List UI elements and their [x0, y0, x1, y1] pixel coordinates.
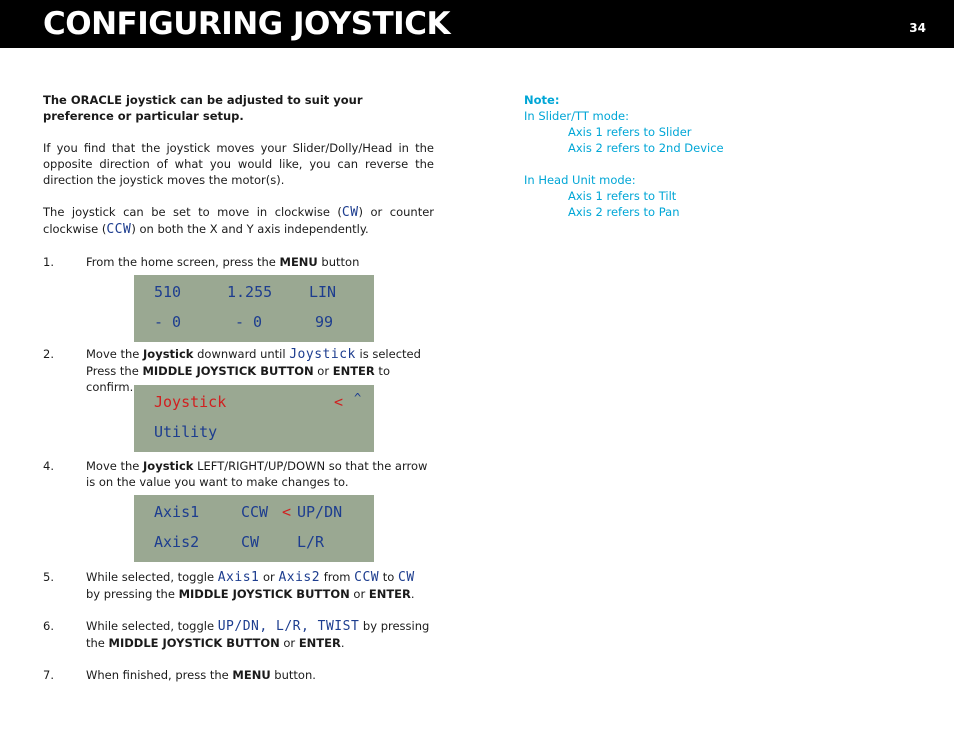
lcd-text: Axis1 [154, 503, 200, 521]
note-slider-axis2: Axis 2 refers to 2nd Device [568, 141, 724, 155]
text-run: When finished, press the [86, 668, 233, 682]
step-number: 4. [43, 459, 54, 473]
text-run: by pressing the [86, 587, 179, 601]
text-run: downward until [193, 347, 290, 361]
text-run: or [313, 364, 333, 378]
lcd-text: 510 [154, 283, 182, 301]
step-5 [43, 569, 434, 602]
bold-text: MENU [279, 255, 318, 269]
step-number: 6. [43, 619, 54, 633]
page-number: 34 [909, 21, 926, 35]
text-run: ) or counter clockwise ( [43, 205, 435, 236]
text-run: from [320, 570, 355, 584]
lcd-text: L/R [297, 533, 325, 551]
direction-paragraph [43, 204, 434, 238]
note-title: Note: [524, 93, 560, 107]
note-head-axis2: Axis 2 refers to Pan [568, 205, 680, 219]
step-number: 5. [43, 570, 54, 584]
step-4-block [43, 458, 434, 490]
bold-text: ENTER [368, 587, 411, 601]
bold-text: Joystick [143, 347, 194, 361]
step-1 [43, 254, 434, 270]
lcd-inline-text: CCW [354, 570, 380, 585]
intro-paragraph: If you find that the joystick moves your Slider/Dolly/Head in the opposite direction of what you would like, you can reverse the direction the joystick moves the motor(s). [43, 141, 434, 187]
lcd-axis-settings [134, 495, 374, 562]
text-run: to confirm. [86, 364, 390, 394]
lcd-text: UP/DN [297, 503, 343, 521]
lcd-text: Joystick [154, 393, 227, 411]
lcd-text: LIN [309, 283, 337, 301]
note-column [524, 92, 724, 220]
text-run: button [317, 255, 360, 269]
text-run: The joystick can be set to move in clockwise ( [43, 205, 342, 219]
note-head-axis1: Axis 1 refers to Tilt [568, 189, 677, 203]
lcd-text: 99 [315, 313, 334, 331]
text-run: or [279, 636, 299, 650]
text-run: While selected, toggle [86, 570, 218, 584]
text-run: or [259, 570, 279, 584]
step-number: 2. [43, 347, 54, 361]
note-slider-mode: In Slider/TT mode: [524, 109, 629, 123]
lcd-ccw-text: CCW [106, 222, 132, 237]
lcd-cw-text: CW [341, 205, 359, 220]
lcd-home-screen [134, 275, 374, 342]
bold-text: Joystick [143, 459, 194, 473]
lcd-inline-text: Joystick [289, 347, 356, 362]
text-run: Move the [86, 459, 144, 473]
lcd-inline-text: Axis2 [278, 570, 321, 585]
lcd-arrow: ^ [354, 391, 362, 405]
step-number: 1. [43, 255, 54, 269]
text-run: or [349, 587, 369, 601]
text-run: . [410, 587, 415, 601]
lcd-text: Axis2 [154, 533, 200, 551]
lcd-text: CW [241, 533, 260, 551]
lcd-joystick-menu [134, 385, 374, 452]
intro-bold: The ORACLE joystick can be adjusted to suit your preference or particular setup. [43, 93, 363, 123]
bold-text: MIDDLE JOYSTICK BUTTON [178, 587, 350, 601]
lcd-inline-text: CW [398, 570, 415, 585]
bold-text: MENU [232, 668, 271, 682]
lcd-arrow: < [282, 503, 292, 521]
lcd-text: - 0 [235, 313, 263, 331]
text-run: ) on both the X and Y axis independently. [131, 222, 369, 236]
lcd-text: 1.255 [227, 283, 273, 301]
text-run: is selected [355, 347, 421, 361]
bold-text: ENTER [298, 636, 341, 650]
text-run: Press the [86, 364, 143, 378]
text-run: by pressing the [86, 619, 430, 650]
instructions-column [43, 92, 434, 270]
text-run: to [379, 570, 398, 584]
text-run: LEFT/RIGHT/UP/DOWN so that the arrow is on the value you want to make changes to. [86, 459, 428, 489]
steps-5-7-block [43, 569, 434, 683]
lcd-inline-text: Axis1 [217, 570, 260, 585]
step-number: 7. [43, 668, 54, 682]
bold-text: ENTER [332, 364, 375, 378]
text-run: From the home screen, press the [86, 255, 280, 269]
lcd-arrow: < [334, 393, 344, 411]
step-7 [43, 667, 434, 683]
step-4 [43, 458, 434, 490]
text-run: While selected, toggle [86, 619, 218, 633]
text-run: button. [270, 668, 316, 682]
page-title: CONFIGURING JOYSTICK [43, 6, 450, 42]
bold-text: MIDDLE JOYSTICK BUTTON [142, 364, 314, 378]
note-slider-axis1: Axis 1 refers to Slider [568, 125, 692, 139]
text-run: . [340, 636, 345, 650]
note-head-mode: In Head Unit mode: [524, 173, 636, 187]
page-header [0, 0, 954, 48]
lcd-inline-text: UP/DN, L/R, TWIST [217, 619, 360, 634]
text-run: Move the [86, 347, 144, 361]
lcd-text: - 0 [154, 313, 182, 331]
step-6 [43, 618, 434, 651]
lcd-text: CCW [241, 503, 269, 521]
bold-text: MIDDLE JOYSTICK BUTTON [108, 636, 280, 650]
lcd-text: Utility [154, 423, 218, 441]
